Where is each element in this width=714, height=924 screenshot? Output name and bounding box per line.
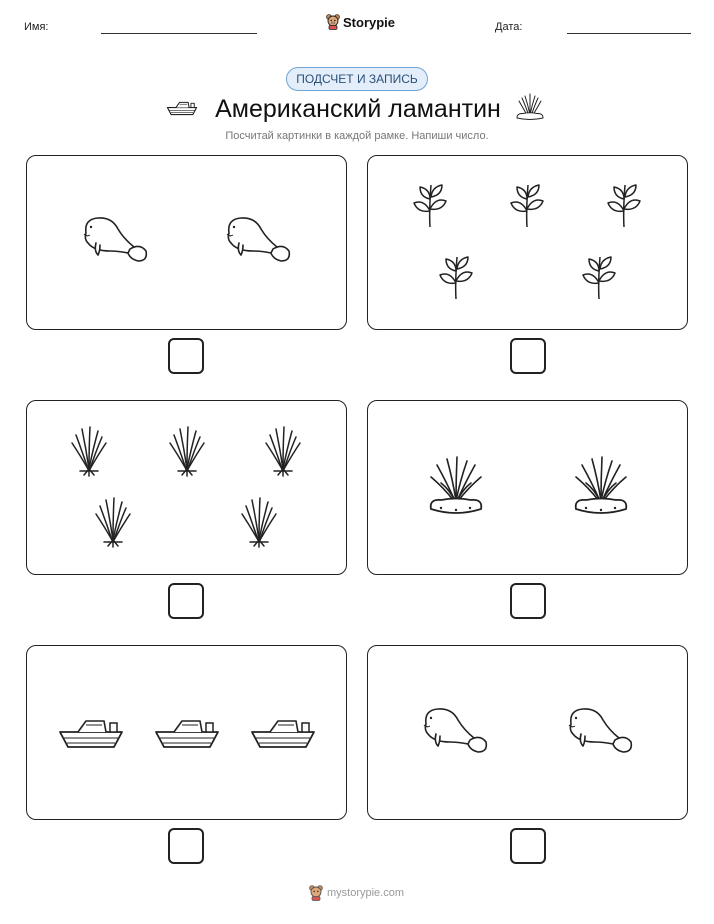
storypie-logo bbox=[326, 12, 395, 32]
boat-icon bbox=[56, 716, 126, 750]
answer-box-1[interactable] bbox=[168, 338, 204, 374]
answer-box-5[interactable] bbox=[168, 828, 204, 864]
seagrass-icon bbox=[515, 93, 545, 121]
date-label: Дата: bbox=[495, 21, 523, 33]
manatee-icon bbox=[418, 704, 490, 758]
boat-icon bbox=[248, 716, 318, 750]
answer-box-4[interactable] bbox=[510, 583, 546, 619]
seagrass-tuft-icon bbox=[92, 496, 134, 548]
answer-box-6[interactable] bbox=[510, 828, 546, 864]
mascot-icon bbox=[309, 885, 323, 901]
name-label: Имя: bbox=[24, 21, 49, 33]
logo-text: Storypie bbox=[343, 14, 396, 30]
mascot-icon bbox=[326, 14, 340, 30]
name-field[interactable] bbox=[101, 33, 257, 34]
seagrass-tuft-icon bbox=[238, 496, 280, 548]
seagrass-mound-icon bbox=[570, 455, 632, 517]
seagrass-tuft-icon bbox=[68, 425, 110, 477]
boat-icon bbox=[152, 716, 222, 750]
boat-icon bbox=[165, 100, 199, 116]
leaf-sprig-icon bbox=[579, 253, 619, 301]
footer-site: mystorypie.com bbox=[327, 887, 405, 899]
counting-panel-6 bbox=[367, 645, 688, 820]
footer bbox=[309, 885, 404, 901]
leaf-sprig-icon bbox=[507, 181, 547, 229]
seagrass-mound-icon bbox=[425, 455, 487, 517]
leaf-sprig-icon bbox=[604, 181, 644, 229]
manatee-icon bbox=[78, 213, 150, 267]
seagrass-tuft-icon bbox=[166, 425, 208, 477]
date-field[interactable] bbox=[567, 33, 691, 34]
activity-badge: ПОДСЧЕТ И ЗАПИСЬ bbox=[286, 67, 428, 91]
manatee-icon bbox=[221, 213, 293, 267]
answer-box-2[interactable] bbox=[510, 338, 546, 374]
leaf-sprig-icon bbox=[436, 253, 476, 301]
manatee-icon bbox=[563, 704, 635, 758]
leaf-sprig-icon bbox=[410, 181, 450, 229]
counting-panel-1 bbox=[26, 155, 347, 330]
counting-panel-4 bbox=[367, 400, 688, 575]
instructions: Посчитай картинки в каждой рамке. Напиши число. bbox=[225, 130, 489, 142]
answer-box-3[interactable] bbox=[168, 583, 204, 619]
seagrass-tuft-icon bbox=[262, 425, 304, 477]
worksheet-title: Американский ламантин bbox=[215, 95, 501, 123]
